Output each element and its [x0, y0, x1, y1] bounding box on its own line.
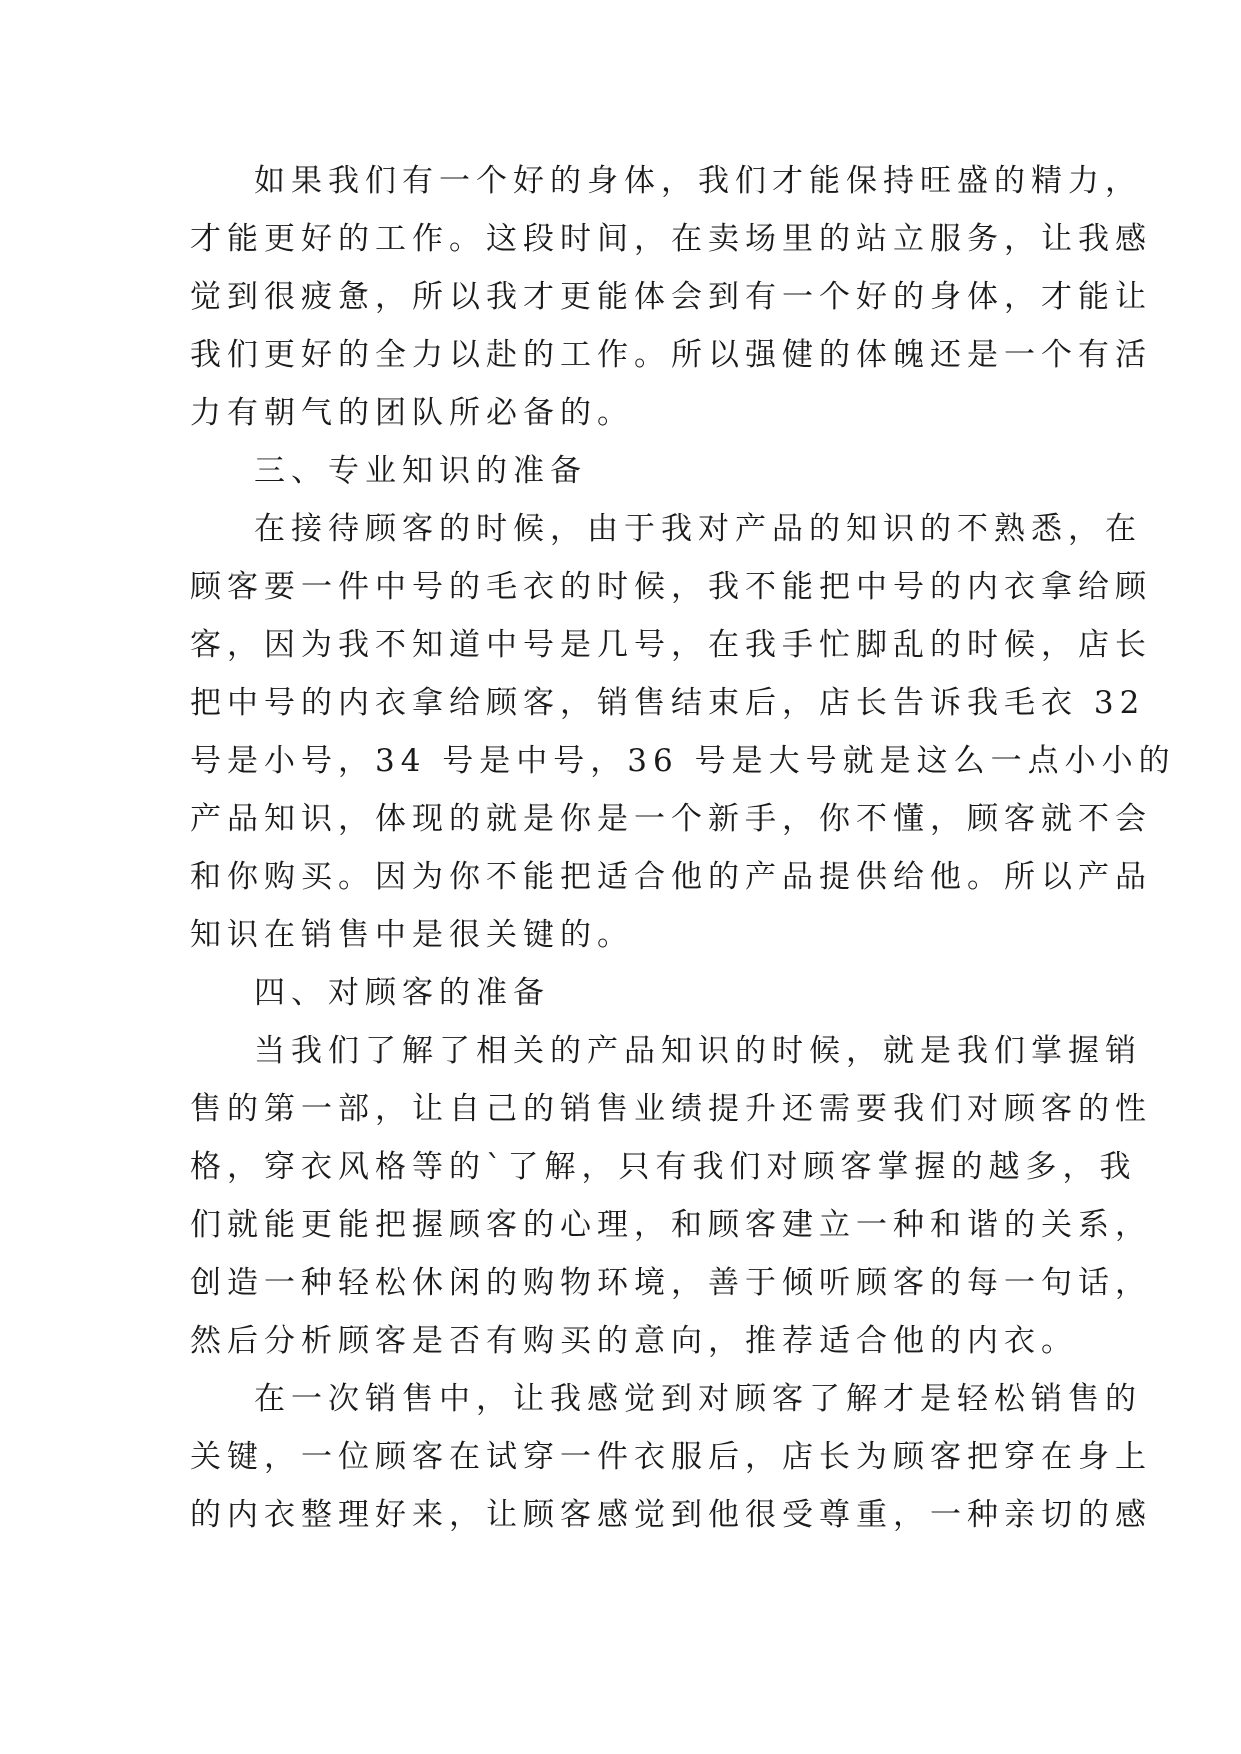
paragraph-line: 然后分析顾客是否有购买的意向，推荐适合他的内衣。 [190, 1323, 1078, 1359]
paragraph-line: 格，穿衣风格等的`了解，只有我们对顾客掌握的越多，我 [190, 1149, 1137, 1185]
section-heading: 四、对顾客的准备 [254, 975, 550, 1011]
paragraph-line: 和你购买。因为你不能把适合他的产品提供给他。所以产品 [190, 859, 1152, 895]
paragraph-line: 当我们了解了相关的产品知识的时候，就是我们掌握销 [254, 1033, 1142, 1069]
body-text [190, 152, 1176, 1544]
paragraph-line: 在接待顾客的时候，由于我对产品的知识的不熟悉，在 [254, 511, 1142, 547]
paragraph-line: 如果我们有一个好的身体，我们才能保持旺盛的精力， [254, 163, 1142, 199]
section-heading: 三、专业知识的准备 [254, 453, 587, 489]
paragraph-line: 号是小号，34 号是中号，36 号是大号就是这么一点小小的 [190, 743, 1176, 779]
paragraph-line: 我们更好的全力以赴的工作。所以强健的体魄还是一个有活 [190, 337, 1152, 373]
paragraph-line: 的内衣整理好来，让顾客感觉到他很受尊重，一种亲切的感 [190, 1497, 1152, 1533]
paragraph-line: 在一次销售中，让我感觉到对顾客了解才是轻松销售的 [254, 1381, 1142, 1417]
paragraph-line: 产品知识，体现的就是你是一个新手，你不懂，顾客就不会 [190, 801, 1152, 837]
paragraph-line: 顾客要一件中号的毛衣的时候，我不能把中号的内衣拿给顾 [190, 569, 1152, 605]
paragraph-line: 力有朝气的团队所必备的。 [190, 395, 634, 431]
paragraph-line: 知识在销售中是很关键的。 [190, 917, 634, 953]
paragraph-line: 才能更好的工作。这段时间，在卖场里的站立服务，让我感 [190, 221, 1152, 257]
paragraph-line: 售的第一部，让自己的销售业绩提升还需要我们对顾客的性 [190, 1091, 1152, 1127]
paragraph-line: 客，因为我不知道中号是几号，在我手忙脚乱的时候，店长 [190, 627, 1152, 663]
paragraph-line: 关键，一位顾客在试穿一件衣服后，店长为顾客把穿在身上 [190, 1439, 1152, 1475]
paragraph-line: 觉到很疲惫，所以我才更能体会到有一个好的身体，才能让 [190, 279, 1152, 315]
paragraph-line: 创造一种轻松休闲的购物环境，善于倾听顾客的每一句话， [190, 1265, 1152, 1301]
paragraph-line: 把中号的内衣拿给顾客，销售结束后，店长告诉我毛衣 32 [190, 685, 1146, 721]
paragraph-line: 们就能更能把握顾客的心理，和顾客建立一种和谐的关系， [190, 1207, 1152, 1243]
